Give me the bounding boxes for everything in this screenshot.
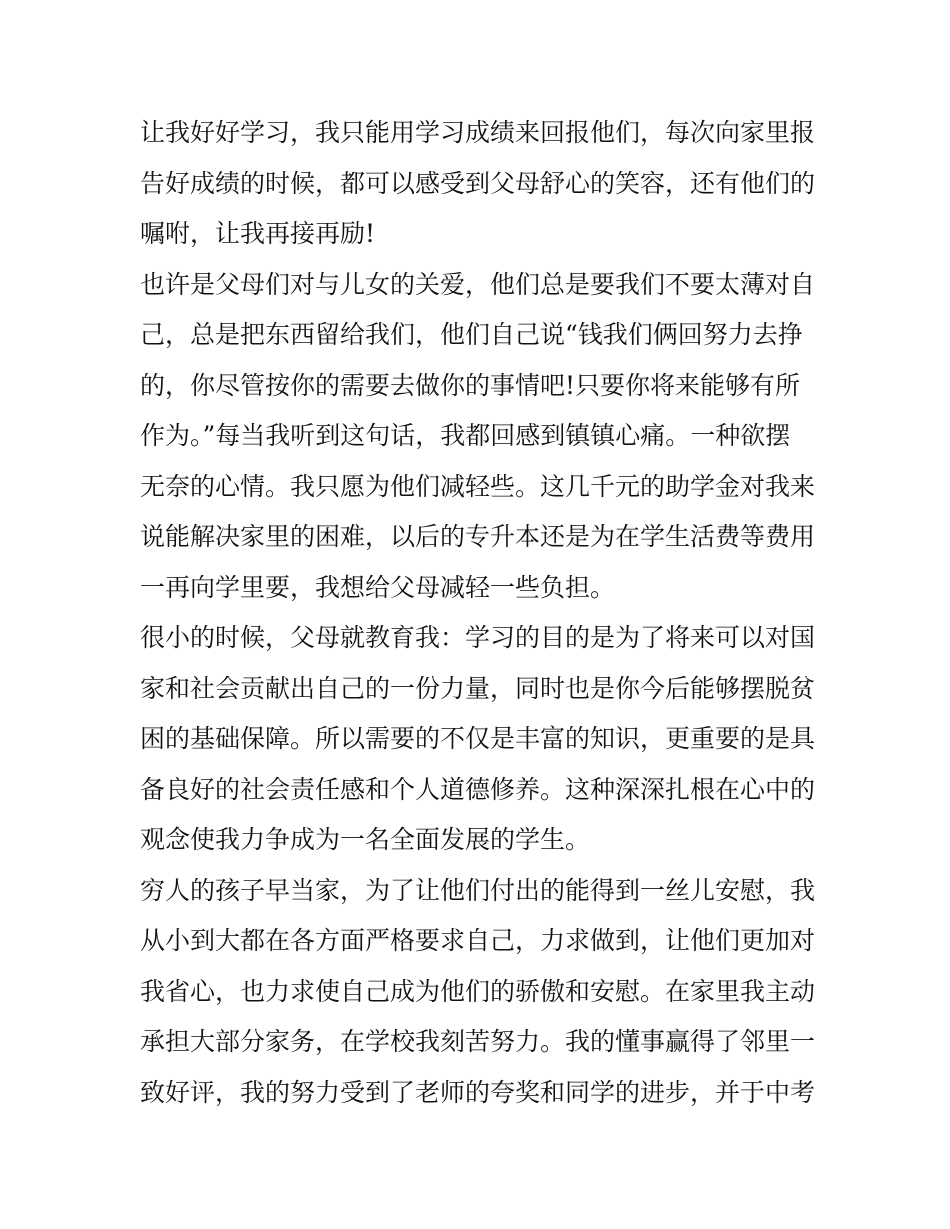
text-line: 很小的时候，父母就教育我：学习的目的是为了将来可以对国 xyxy=(140,623,816,652)
text-line: 备良好的社会责任感和个人道德修养。这种深深扎根在心中的 xyxy=(140,774,816,804)
text-line: 观念使我力争成为一名全面发展的学生。 xyxy=(140,825,591,854)
text-line: 己，总是把东西留给我们，他们自己说“钱我们俩回努力去挣 xyxy=(140,320,803,349)
text-line: 作为。”每当我听到这句话，我都回感到镇镇心痛。一种欲摆 xyxy=(140,421,791,450)
text-line: 从小到大都在各方面严格要求自己，力求做到，让他们更加对 xyxy=(140,926,816,955)
text-line: 嘱咐，让我再接再励! xyxy=(140,219,376,248)
text-line: 穷人的孩子早当家，为了让他们付出的能得到一丝儿安慰，我 xyxy=(140,875,816,905)
text-line: 一再向学里要，我想给父母减轻一些负担。 xyxy=(140,572,616,602)
text-line: 家和社会贡献出自己的一份力量，同时也是你今后能够摆脱贫 xyxy=(140,673,816,703)
text-line: 承担大部分家务，在学校我刻苦努力。我的懂事赢得了邻里一 xyxy=(140,1027,816,1056)
text-line: 无奈的心情。我只愿为他们减轻些。这几千元的助学金对我来 xyxy=(140,471,816,501)
text-line: 让我好好学习，我只能用学习成绩来回报他们，每次向家里报 xyxy=(140,118,816,147)
text-line: 致好评，我的努力受到了老师的夸奖和同学的进步，并于中考 xyxy=(140,1077,816,1107)
text-line: 我省心，也力求使自己成为他们的骄傲和安慰。在家里我主动 xyxy=(140,976,816,1006)
text-line: 的，你尽管按你的需要去做你的事情吧!只要你将来能够有所 xyxy=(140,370,801,400)
text-line: 说能解决家里的困难，以后的专升本还是为在学生活费等费用 xyxy=(140,522,816,551)
body-text xyxy=(140,108,820,1118)
text-line: 困的基础保障。所以需要的不仅是丰富的知识，更重要的是具 xyxy=(140,724,816,753)
text-line: 也许是父母们对与儿女的关爱，他们总是要我们不要太薄对自 xyxy=(140,269,816,299)
text-line: 告好成绩的时候，都可以感受到父母舒心的笑容，还有他们的 xyxy=(140,168,816,198)
